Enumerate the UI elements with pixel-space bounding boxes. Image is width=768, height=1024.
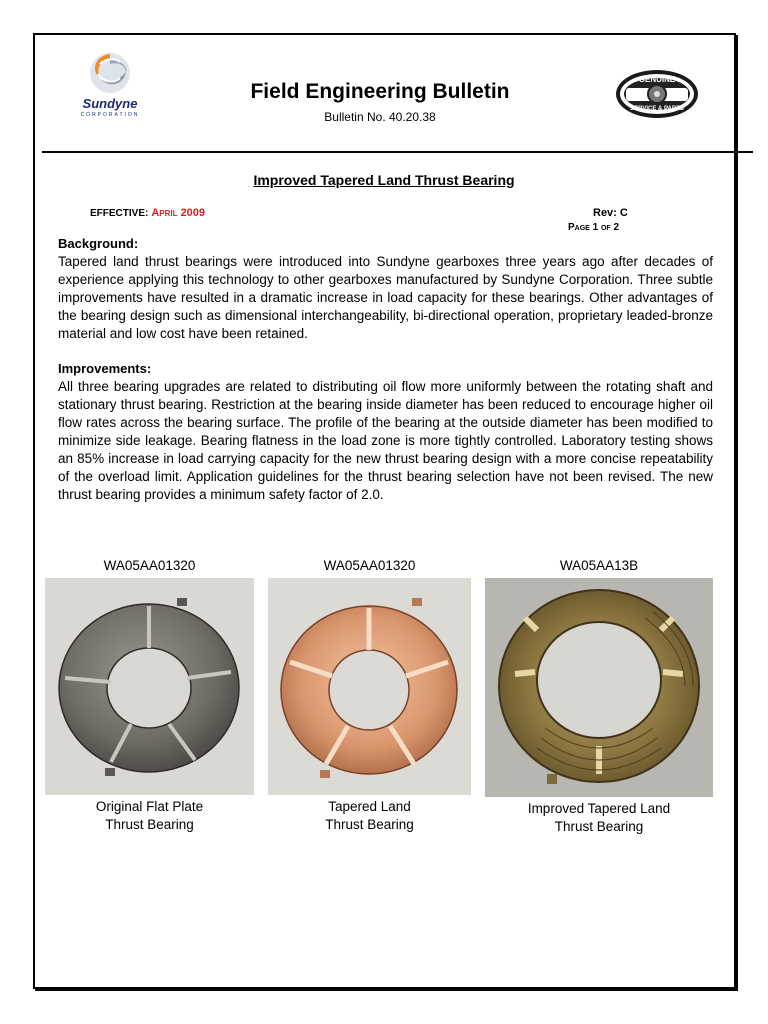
sundyne-logo xyxy=(70,50,150,122)
badge-top-text: GENUINE xyxy=(638,75,676,84)
photo-original-flat-plate xyxy=(45,557,254,834)
photo-improved-tapered-land xyxy=(485,557,713,836)
part-number: WA05AA01320 xyxy=(323,558,416,573)
photo-caption xyxy=(485,800,713,836)
photo-caption xyxy=(268,798,471,834)
photo-caption xyxy=(45,798,254,834)
logo-subtitle: CORPORATION xyxy=(80,112,140,118)
tapered-land-bearing-image xyxy=(268,578,471,795)
improvements-heading: Improvements: xyxy=(58,361,152,376)
caption-line-2: Thrust Bearing xyxy=(325,817,414,832)
badge-bottom-text: SERVICE & PARTS xyxy=(630,106,684,112)
background-heading: Background: xyxy=(58,236,139,251)
logo-wordmark: Sundyne xyxy=(82,96,138,111)
genuine-service-parts-badge xyxy=(614,68,700,120)
photo-tapered-land xyxy=(268,557,471,834)
improved-tapered-land-bearing-image xyxy=(485,578,713,797)
caption-line-1: Original Flat Plate xyxy=(95,799,204,814)
bulletin-number: Bulletin No. 40.20.38 xyxy=(324,110,436,124)
genuine-badge-icon xyxy=(614,68,700,120)
caption-line-1: Tapered Land xyxy=(328,799,411,814)
improvements-paragraph: All three bearing upgrades are related to distributing oil flow more uniformly between the rotating shaft and stationary thrust bearing. Restriction at the bearing inside diameter has been reduced to encourage higher oil flow rates across the bearing surface. The profile of the bearing at the outside diameter has been modified to minimize side leakage. Bearing flatness in the load zone is more tightly controlled. Laboratory testing shows an 85% increase in load carrying capacity for the new thrust bearing design with a more concise repeatability of the overload limit. Application guidelines for the thrust bearing selection have not been revised. The new thrust bearing provides a minimum safety factor of 2.0. xyxy=(58,379,713,502)
part-number: WA05AA01320 xyxy=(103,558,196,573)
part-number: WA05AA13B xyxy=(559,558,639,573)
caption-line-2: Thrust Bearing xyxy=(105,817,194,832)
revision: Rev: C xyxy=(593,207,628,219)
caption-line-2: Thrust Bearing xyxy=(554,819,644,834)
flat-plate-bearing-image xyxy=(45,578,254,795)
effective-line xyxy=(90,207,205,219)
page-title: Field Engineering Bulletin xyxy=(250,80,510,103)
header-divider xyxy=(42,151,753,153)
effective-date: April 2009 xyxy=(151,207,206,219)
effective-label: EFFECTIVE: xyxy=(90,208,149,219)
caption-line-1: Improved Tapered Land xyxy=(527,801,671,816)
page-count: Page 1 of 2 xyxy=(568,222,620,233)
bulletin-title: Improved Tapered Land Thrust Bearing xyxy=(253,172,515,188)
background-paragraph: Tapered land thrust bearings were introduced into Sundyne gearboxes three years ago after decades of experience applying this technology to other gearboxes manufactured by Sundyne Corporation. Three subtle improvements have resulted in a dramatic increase in load capacity for these bearings. Other advantages of the bearing design such as dimensional interchangeability, bi-directional operation, proprietary leaded-bronze material and low cost have been retained. xyxy=(58,254,713,341)
sundyne-swirl-icon xyxy=(80,50,140,96)
